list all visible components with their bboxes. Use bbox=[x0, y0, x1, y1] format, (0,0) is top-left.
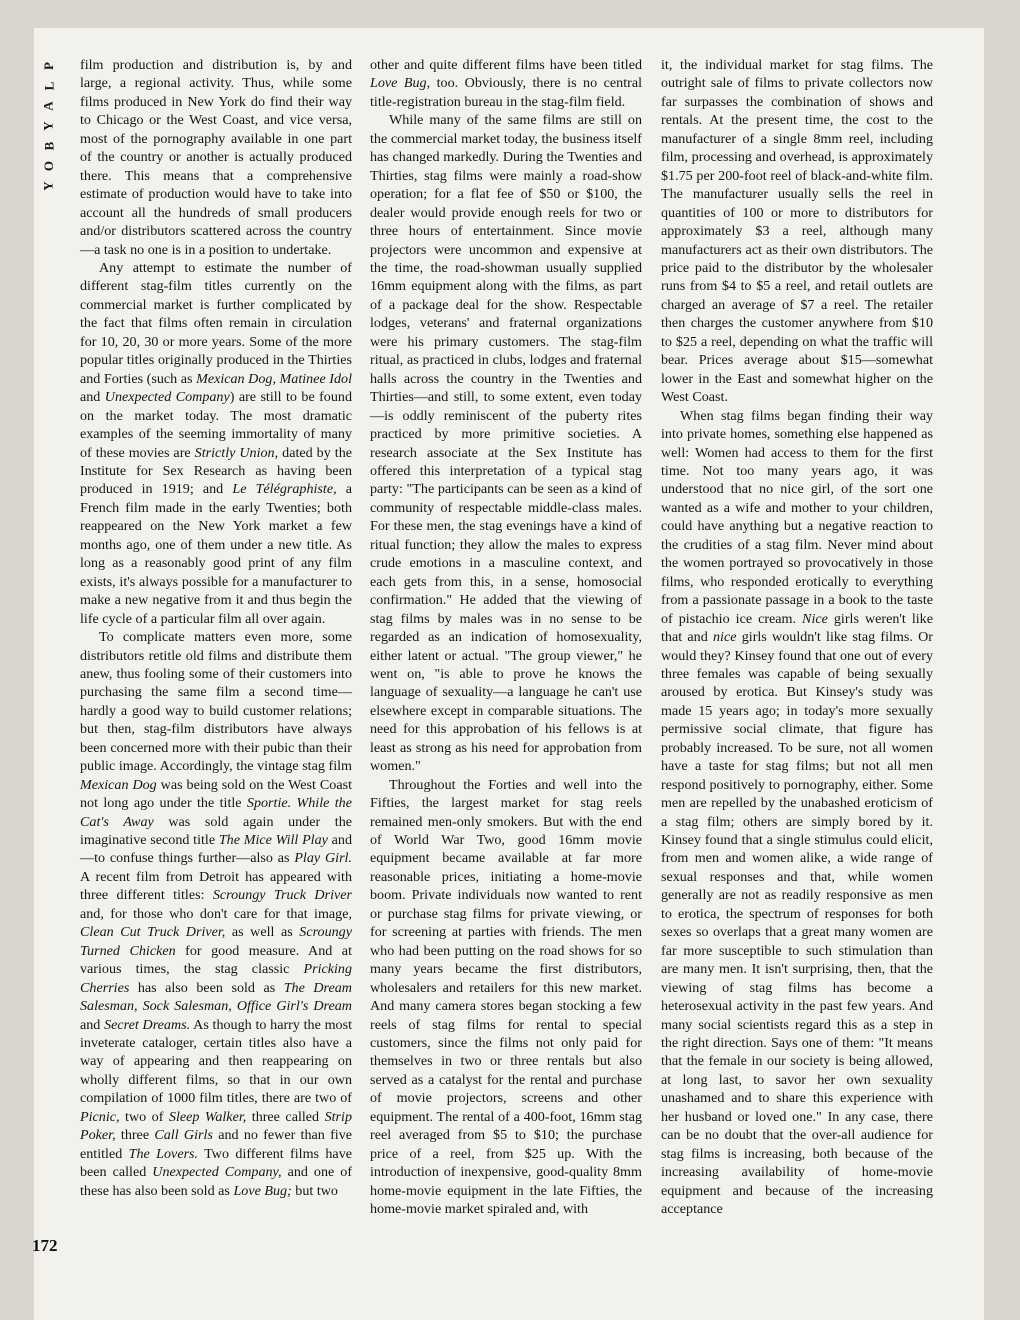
paragraph: When stag films began finding their way into private homes, something else happened as well: Women had access to them for the first time. Not too many years ago, it was understood that no nice girl, of the sort one wanted as a wife and mother to your children, could have anything but a negative reaction to the crudities of a stag film. Never mind about the women portrayed so provocatively in those films, who responded erotically to everything from a passionate passage in a book to the taste of pistachio ice cream. Nice girls weren't like that and nice girls wouldn't like stag films. Or would they? Kinsey found that one out of every three females was capable of being sexually aroused by erotica. But Kinsey's study was made 15 years ago; in today's more sexually permissive social climate, that figure has probably increased. To be sure, not all women have a taste for stag films; but not all men respond positively to pornography, either. Some men are repelled by the unabashed eroticism of a stag film; others are simply bored by it. Kinsey found that a single stimulus could elicit, from men and women alike, a wide range of sexual responses and that, while women generally are not as readily responsive as men to erotica, the spectrum of responses for both sexes so overlaps that a great many women are far more susceptible to such stimulation than are many men. It isn't surprising, then, that the viewing of stag films has become a heterosexual activity in the past few years. And many social scientists regard this as a step in the right direction. Says one of them: "It means that the female in our society is being allowed, at long last, to savor her own sexuality unashamed and to share this experience with her husband or loved one." In any case, there can be no doubt that the over-all audience for stag films is increasing, both because of the increasing availability of home-movie equipment and because of the increasing acceptance bbox=[661, 407, 934, 1218]
masthead-letter: L bbox=[40, 81, 56, 91]
masthead-letter: A bbox=[40, 101, 56, 111]
text-column-2 bbox=[370, 56, 642, 1219]
masthead-letter: Y bbox=[40, 181, 56, 191]
masthead-letter: Y bbox=[40, 121, 56, 131]
masthead-playboy bbox=[42, 56, 62, 196]
page-number: 172 bbox=[32, 1236, 58, 1255]
paragraph: Any attempt to estimate the number of different stag-film titles currently on the commercial market is further complicated by the fact that films often remain in circulation for 10, 20, 30 or more years. Some of the more popular titles originally produced in the Thirties and Forties (such as Mexican Dog, Matinee Idol and Unexpected Company) are still to be found on the market today. The most dramatic examples of the seeming immortality of many of these movies are Strictly Union, dated by the Institute for Sex Research as having been produced in 1919; and Le Télégraphiste, a French film made in the early Twenties; both reappeared on the New York market a few months ago, one of them under a new title. As long as a reasonably good print of any film exists, it's always possible for a manufacturer to make a new negative from it and thus begin the life cycle of a particular film all over again. bbox=[80, 259, 353, 627]
text-column-1 bbox=[80, 56, 352, 1200]
masthead-letter: P bbox=[40, 62, 56, 70]
paragraph: While many of the same films are still on the commercial market today, the business itself has changed markedly. During the Twenties and Thirties, stag films were mainly a road-show operation; for a flat fee of $50 or $100, the dealer would provide enough reels for two or three hours of entertainment. Since movie projectors were uncommon and expensive at the time, the road-showman usually supplied 16mm equipment along with the films, as part of a package deal for the show. Respectable lodges, veterans' and fraternal organizations were his primary customers. The stag-film ritual, as practiced in clubs, lodges and fraternal halls across the country in the Twenties and Thirties—and still, to some extent, even today—is oddly reminiscent of the puberty rites practiced by more primitive societies. A research associate at the Sex Institute has offered this interpretation of a typical stag party: "The participants can be seen as a kind of community of respectable middle-class males. For these men, the stag evenings have a kind of ritual function; they allow the males to express crude emotions in a masculine context, and each gets from this, in a sense, homosocial confirmation." He added that the viewing of stag films by males was in no sense to be regarded as an indication of homosexuality, either latent or actual. "The group viewer," he went on, "is able to prove he knows the language of sexuality—a language he can't use elsewhere except in comparable situations. The need for this approbation of his fellows is at least as strong as his need for approbation from women." bbox=[370, 112, 642, 775]
paragraph: film production and distribution is, by and large, a regional activity. Thus, while some films produced in New York do find their way to Chicago or the West Coast, and vice versa, most of the pornography available in one part of the country or another is actually produced there. This means that a comprehensive estimate of production would have to take into account all the hundreds of small producers and/or distributors scattered across the country—a task no one is in a position to undertake. bbox=[80, 57, 352, 258]
paragraph: Throughout the Forties and well into the Fifties, the largest market for stag reels remained men-only smokers. But with the end of World War Two, good 16mm movie equipment became available at far more reasonable prices, initiating a home-movie boom. Private individuals now wanted to rent or purchase stag films for private viewing, or for screening at parties with friends. The men who had been putting on the road shows for so many years became the first distributors, wholesalers and retailers for this new market. And many camera stores began stocking a few reels of stag films for rental to special customers, since the films not only paid for themselves in two or three rentals but also served as a catalyst for the rental and purchase of movie projectors, screens and other equipment. The rental of a 400-foot, 16mm stag reel averaged from $5 to $10; the purchase price of a reel, from $25 up. With the introduction of inexpensive, good-quality 8mm home-movie equipment in the late Fifties, the home-movie market spiraled and, with bbox=[370, 776, 642, 1218]
masthead-letter: O bbox=[41, 160, 56, 172]
text-column-3 bbox=[661, 56, 933, 1219]
paragraph: it, the individual market for stag films. The outright sale of films to private collectors now far surpasses the combination of shows and rentals. At the present time, the cost to the manufacturer of a single 8mm reel, including film, processing and overhead, is approximately $1.75 per 200-foot reel of black-and-white film. The manufacturer usually sells the reel in quantities of 100 or more to distributors for approximately $3 a reel, although many manufacturers act as their own distributors. The price paid to the distributor by the wholesaler runs from $4 to $5 a reel, and retail outlets are charged an average of $7 a reel. The retailer then charges the customer anywhere from $10 to $25 a reel, depending on what the traffic will bear. Prices average about $15—somewhat lower in the East and somewhat higher on the West Coast. bbox=[661, 57, 933, 406]
paragraph: other and quite different films have been titled Love Bug, too. Obviously, there is no central title-registration bureau in the stag-film field. bbox=[370, 57, 642, 110]
paragraph: To complicate matters even more, some distributors retitle old films and distribute them anew, thus fooling some of their customers into purchasing the same film a second time—hardly a good way to build customer relations; but then, stag-film distributors have always been concerned more with their pubic than their public image. Accordingly, the vintage stag film Mexican Dog was being sold on the West Coast not long ago under the title Sportie. While the Cat's Away was sold again under the imaginative second title The Mice Will Play and—to confuse things further—also as Play Girl. A recent film from Detroit has appeared with three different titles: Scroungy Truck Driver and, for those who don't care for that image, Clean Cut Truck Driver, as well as Scroungy Turned Chicken for good measure. And at various times, the stag classic Pricking Cherries has also been sold as The Dream Salesman, Sock Salesman, Office Girl's Dream and Secret Dreams. As though to harry the most inveterate cataloger, certain titles also have a way of appearing and then reappearing on wholly different films, so that in our own compilation of 1000 film titles, there are two of Picnic, two of Sleep Walker, three called Strip Poker, three Call Girls and no fewer than five entitled The Lovers. Two different films have been called Unexpected Company, and one of these has also been sold as Love Bug; but two bbox=[80, 629, 353, 1199]
masthead-letter: B bbox=[40, 141, 56, 151]
